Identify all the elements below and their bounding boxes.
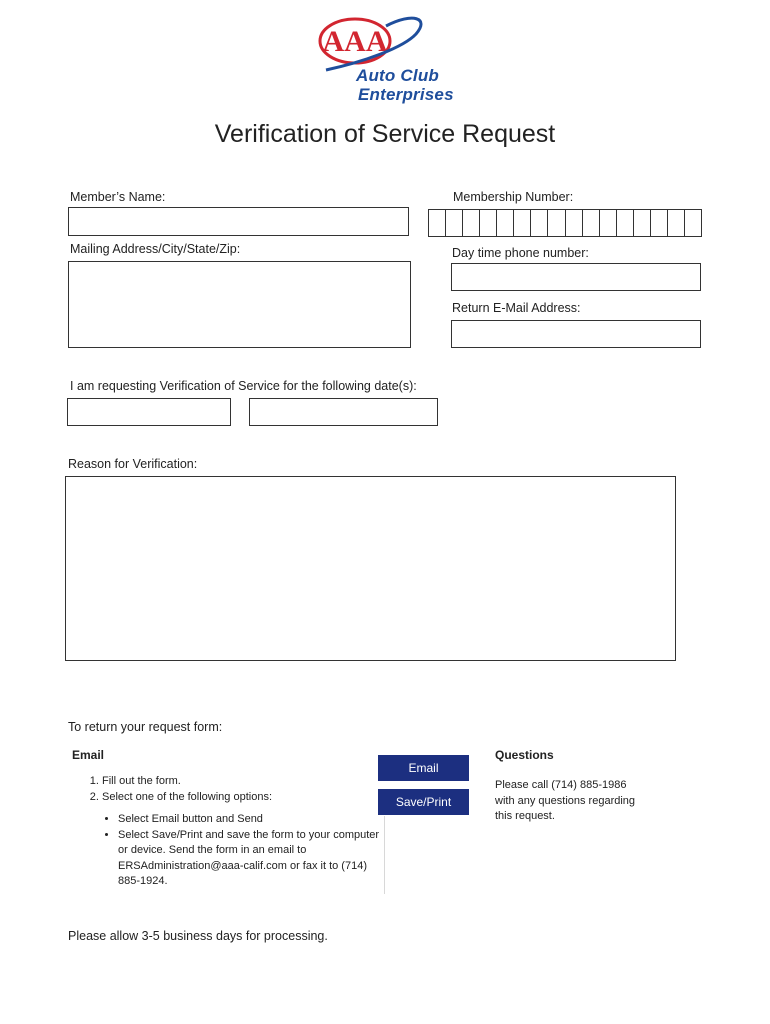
aaa-logo-icon [318, 14, 468, 74]
date-field-2[interactable] [249, 398, 438, 426]
save-print-button[interactable]: Save/Print [378, 789, 469, 815]
mailing-address-label: Mailing Address/City/State/Zip: [70, 242, 241, 256]
instructions-heading: To return your request form: [68, 720, 223, 734]
digit-cell[interactable] [463, 210, 480, 236]
digit-cell[interactable] [548, 210, 565, 236]
processing-note: Please allow 3-5 business days for processing. [68, 929, 328, 943]
options-list [86, 812, 382, 890]
digit-cell[interactable] [514, 210, 531, 236]
email-heading: Email [72, 748, 105, 762]
digit-cell[interactable] [685, 210, 701, 236]
digit-cell[interactable] [429, 210, 446, 236]
digit-cell[interactable] [446, 210, 463, 236]
digit-cell[interactable] [480, 210, 497, 236]
logo-line-1: Auto Club [356, 66, 439, 85]
divider [384, 816, 385, 894]
reason-label: Reason for Verification: [68, 457, 198, 471]
digit-cell[interactable] [668, 210, 685, 236]
dates-label: I am requesting Verification of Service for the following date(s): [70, 379, 417, 393]
member-name-field[interactable] [68, 207, 409, 236]
phone-label: Day time phone number: [452, 246, 589, 260]
email-label: Return E-Mail Address: [452, 301, 581, 315]
email-button[interactable]: Email [378, 755, 469, 781]
questions-heading: Questions [495, 748, 554, 762]
list-item: 2. Select one of the following options: [102, 789, 272, 805]
email-field[interactable] [451, 320, 701, 348]
digit-cell[interactable] [617, 210, 634, 236]
digit-cell[interactable] [566, 210, 583, 236]
logo-letters: AAA [322, 25, 388, 58]
digit-cell[interactable] [497, 210, 514, 236]
digit-cell[interactable] [583, 210, 600, 236]
page-title: Verification of Service Request [214, 120, 556, 148]
list-item: 1. Fill out the form. [102, 773, 272, 789]
mailing-address-field[interactable] [68, 261, 411, 348]
list-item: • Select Email button and Send [118, 812, 382, 828]
digit-cell[interactable] [634, 210, 651, 236]
digit-cell[interactable] [600, 210, 617, 236]
digit-cell[interactable] [531, 210, 548, 236]
steps-list [70, 773, 272, 805]
aaa-logo [318, 14, 468, 106]
date-field-1[interactable] [67, 398, 231, 426]
membership-number-field[interactable] [428, 209, 702, 237]
digit-cell[interactable] [651, 210, 668, 236]
membership-number-label: Membership Number: [453, 190, 574, 204]
phone-field[interactable] [451, 263, 701, 291]
reason-field[interactable] [65, 476, 676, 661]
member-name-label: Member’s Name: [70, 190, 166, 204]
questions-text: Please call (714) 885-1986 with any questions regarding this request. [495, 779, 636, 822]
list-item: • Select Save/Print and save the form to your computer or device. Send the form in an email to ERSAdministration@aaa-calif.com or fax it to (714) 885-1924. [118, 828, 382, 890]
logo-line-2: Enterprises [358, 85, 454, 104]
